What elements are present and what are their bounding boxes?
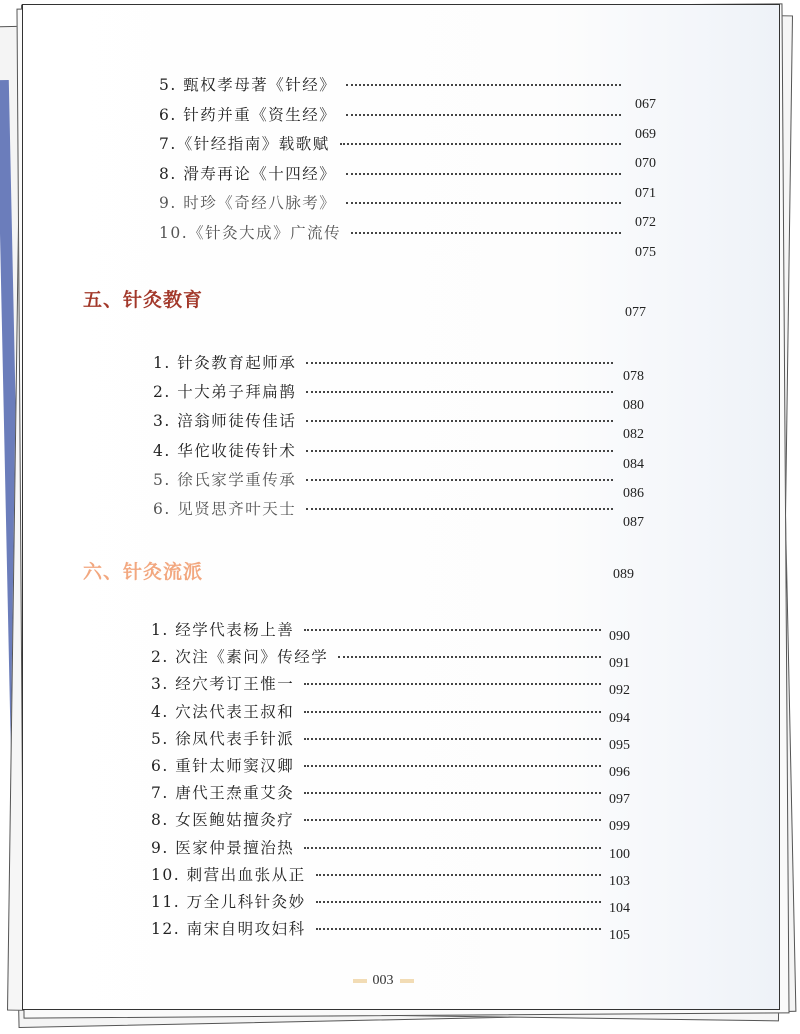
toc-entry-label: 8. 滑寿再论《十四经》: [159, 164, 337, 183]
toc-entry: [153, 468, 663, 501]
toc-entry-label: 9. 医家仲景擅治热: [151, 838, 295, 857]
toc-entry-page: 072: [635, 215, 656, 231]
leader-dots: [338, 656, 601, 658]
toc-entry-page: 082: [623, 427, 644, 443]
toc-entry-page: 075: [635, 245, 656, 260]
leader-dots: [306, 362, 613, 364]
leader-dots: [316, 928, 601, 930]
toc-entry: [153, 497, 663, 530]
toc-entry: [159, 132, 675, 172]
leader-dots: [304, 847, 601, 849]
toc-entry-label: 10.《针灸大成》广流传: [159, 224, 342, 242]
leader-dots: [304, 683, 601, 685]
toc-entry: [153, 439, 663, 472]
leader-dots: [340, 143, 621, 145]
toc-entry: [151, 863, 649, 889]
toc-entry-label: 4. 华佗收徒传针术: [153, 441, 297, 460]
toc-entry-page: 094: [609, 710, 630, 726]
toc-entry-label: 3. 涪翁师徒传佳话: [153, 412, 297, 431]
toc-entry-page: 105: [609, 928, 630, 944]
leader-dots: [316, 901, 601, 903]
toc-entry-page: 100: [609, 846, 630, 862]
section-page-schools: 089: [613, 567, 634, 582]
toc-entry: [153, 380, 663, 414]
toc-entry-page: 087: [623, 515, 644, 530]
toc-entry-label: 7.《针经指南》载歌赋: [159, 135, 330, 154]
toc-entry-label: 9. 时珍《奇经八脉考》: [159, 194, 337, 213]
toc-entry-label: 5. 甄权孝母著《针经》: [159, 76, 337, 94]
leader-dots: [304, 792, 601, 794]
toc-entry-page: 092: [609, 683, 630, 699]
toc-entry-label: 8. 女医鲍姑擅灸疗: [151, 811, 295, 830]
leader-dots: [316, 874, 601, 876]
toc-entry: [159, 162, 675, 201]
leader-dots: [304, 765, 601, 767]
toc-entry-page: 103: [609, 873, 630, 889]
leader-dots: [346, 202, 621, 204]
toc-entry-page: 080: [623, 398, 644, 414]
toc-entry-label: 5. 徐氏家学重传承: [153, 470, 297, 489]
leader-dots: [306, 450, 613, 452]
toc-entry: [159, 103, 675, 142]
toc-entry-page: 084: [623, 456, 644, 472]
toc-entry-label: 2. 次注《素问》传经学: [151, 648, 329, 667]
toc-entry: [151, 727, 649, 753]
toc-entry: [153, 351, 663, 384]
toc-entry-page: 078: [623, 369, 644, 384]
toc-entry-label: 10. 刺营出血张从正: [151, 865, 306, 884]
toc-entry-page: 099: [609, 819, 630, 835]
toc-entry-page: 097: [609, 792, 630, 808]
toc-entry-page: 070: [635, 156, 656, 172]
toc-entry-label: 3. 经穴考订王惟一: [151, 675, 295, 694]
toc-entry-label: 11. 万全儿科针灸妙: [151, 893, 306, 911]
leader-dots: [304, 629, 601, 631]
toc-entry-label: 5. 徐凤代表手针派: [151, 729, 295, 748]
toc-entry: [159, 73, 675, 112]
toc-entry-label: 12. 南宋自明攻妇科: [151, 920, 306, 939]
toc-entry-page: 090: [609, 629, 630, 644]
toc-entry: [153, 409, 663, 443]
leader-dots: [306, 479, 613, 481]
section-title-education: 五、针灸教育: [83, 289, 204, 311]
toc-entry-page: 071: [635, 185, 656, 201]
leader-dots: [306, 420, 613, 422]
toc-entry-page: 095: [609, 737, 630, 753]
toc-entry: [151, 672, 649, 698]
toc-entry: [151, 618, 649, 644]
page-number: 003: [323, 973, 443, 989]
leader-dots: [351, 232, 621, 234]
toc-entry-page: 096: [609, 765, 630, 780]
leader-dots: [306, 391, 613, 393]
leader-dots: [304, 738, 601, 740]
toc-entry: [151, 836, 649, 862]
toc-entry-label: 6. 重针太师窦汉卿: [151, 757, 295, 775]
toc-entry-label: 6. 针药并重《资生经》: [159, 105, 337, 124]
toc-entry-label: 2. 十大弟子拜扁鹊: [153, 383, 297, 402]
section-page-education: 077: [625, 305, 646, 320]
toc-entry-label: 1. 经学代表杨上善: [151, 621, 295, 639]
toc-entry: [159, 221, 675, 260]
leader-dots: [346, 173, 621, 175]
leader-dots: [304, 711, 601, 713]
toc-entry: [151, 700, 649, 726]
toc-entry-page: 086: [623, 485, 644, 501]
leader-dots: [306, 508, 613, 510]
toc-entry-label: 1. 针灸教育起师承: [153, 354, 297, 372]
toc-entry-page: 104: [609, 901, 630, 916]
leader-dots: [304, 819, 601, 821]
toc-entry: [151, 645, 649, 671]
leader-dots: [346, 114, 621, 116]
leader-dots: [346, 84, 621, 86]
toc-entry-label: 4. 穴法代表王叔和: [151, 702, 295, 721]
toc-entry: [151, 754, 649, 780]
toc-entry: [159, 191, 675, 231]
toc-entry-page: 067: [635, 97, 656, 112]
toc-entry: [151, 917, 649, 943]
toc-entry: [151, 808, 649, 834]
toc-page: [22, 4, 780, 1010]
toc-entry-page: 091: [609, 656, 630, 672]
toc-entry-label: 6. 见贤思齐叶天士: [153, 500, 297, 518]
toc-entry-page: 069: [635, 126, 656, 142]
toc-entry: [151, 781, 649, 807]
section-title-schools: 六、针灸流派: [83, 561, 204, 583]
toc-entry: [151, 890, 649, 916]
toc-entry-label: 7. 唐代王焘重艾灸: [151, 784, 295, 803]
